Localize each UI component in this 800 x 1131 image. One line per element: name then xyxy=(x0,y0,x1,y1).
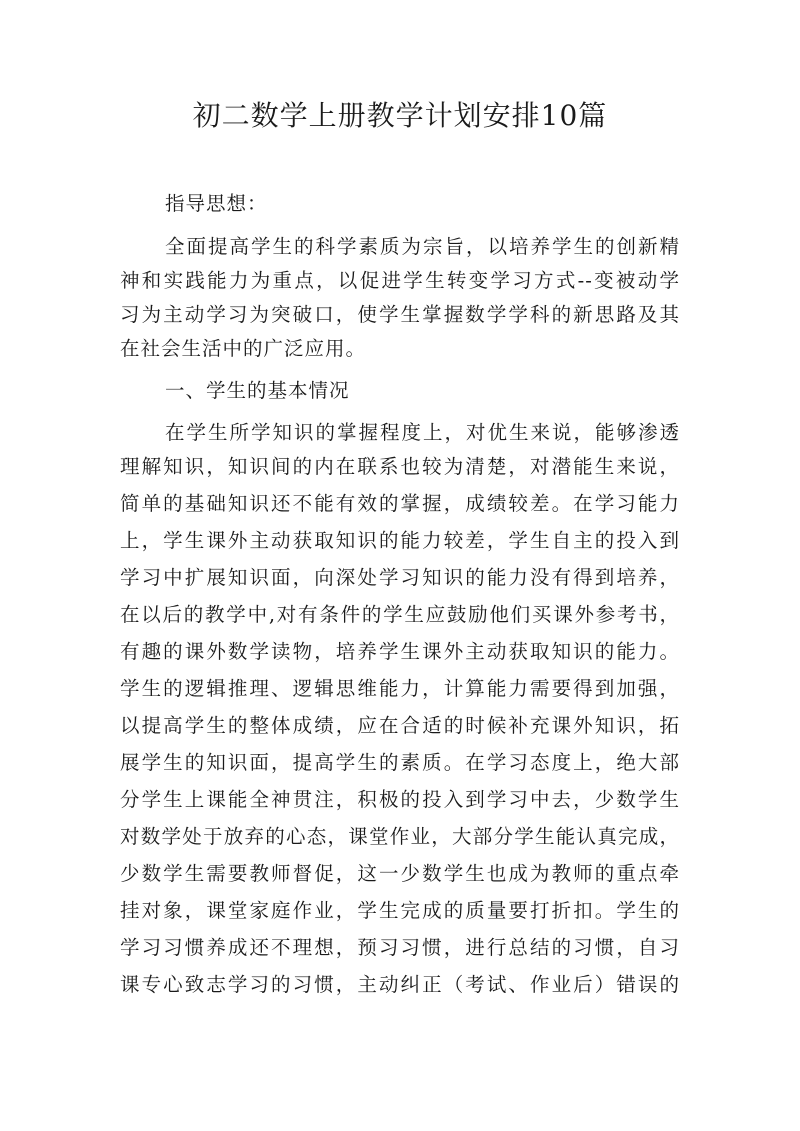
document-title: 初二数学上册教学计划安排10篇 xyxy=(192,99,608,132)
paragraph-line: 学生的逻辑推理、逻辑思维能力，计算能力需要得到加强， xyxy=(120,677,680,700)
paragraph-line: 展学生的知识面，提高学生的素质。在学习态度上，绝大部 xyxy=(120,751,680,774)
paragraph-line: 理解知识，知识间的内在联系也较为清楚，对潜能生来说， xyxy=(120,455,680,478)
paragraph-line: 课专心致志学习的习惯，主动纠正（考试、作业后）错误的 xyxy=(120,973,680,996)
paragraph-line: 有趣的课外数学读物，培养学生课外主动获取知识的能力。 xyxy=(120,640,680,663)
section-heading-student-situation: 一、学生的基本情况 xyxy=(165,379,350,402)
paragraph-line: 在以后的教学中,对有条件的学生应鼓励他们买课外参考书， xyxy=(120,603,680,626)
paragraph-line: 习为主动学习为突破口，使学生掌握数学学科的新思路及其 xyxy=(120,303,680,326)
paragraph-line: 对数学处于放弃的心态，课堂作业，大部分学生能认真完成， xyxy=(120,825,680,848)
section-label-guiding-thought: 指导思想： xyxy=(165,192,268,215)
paragraph-line: 学习中扩展知识面，向深处学习知识的能力没有得到培养， xyxy=(120,566,680,589)
paragraph-line: 神和实践能力为重点，以促进学生转变学习方式--变被动学 xyxy=(120,269,680,292)
paragraph-line: 在社会生活中的广泛应用。 xyxy=(120,337,367,360)
paragraph-line: 学习习惯养成还不理想，预习习惯，进行总结的习惯，自习 xyxy=(120,936,680,959)
paragraph-line: 挂对象，课堂家庭作业，学生完成的质量要打折扣。学生的 xyxy=(120,899,680,922)
paragraph-line: 分学生上课能全神贯注，积极的投入到学习中去，少数学生 xyxy=(120,788,680,811)
paragraph-line: 以提高学生的整体成绩，应在合适的时候补充课外知识，拓 xyxy=(120,714,680,737)
paragraph-line: 简单的基础知识还不能有效的掌握，成绩较差。在学习能力 xyxy=(120,492,680,515)
paragraph-line: 少数学生需要教师督促，这一少数学生也成为教师的重点牵 xyxy=(120,862,680,885)
paragraph-line: 在学生所学知识的掌握程度上，对优生来说，能够渗透 xyxy=(165,421,680,444)
paragraph-line: 全面提高学生的科学素质为宗旨，以培养学生的创新精 xyxy=(165,235,680,258)
paragraph-line: 上，学生课外主动获取知识的能力较差，学生自主的投入到 xyxy=(120,529,680,552)
